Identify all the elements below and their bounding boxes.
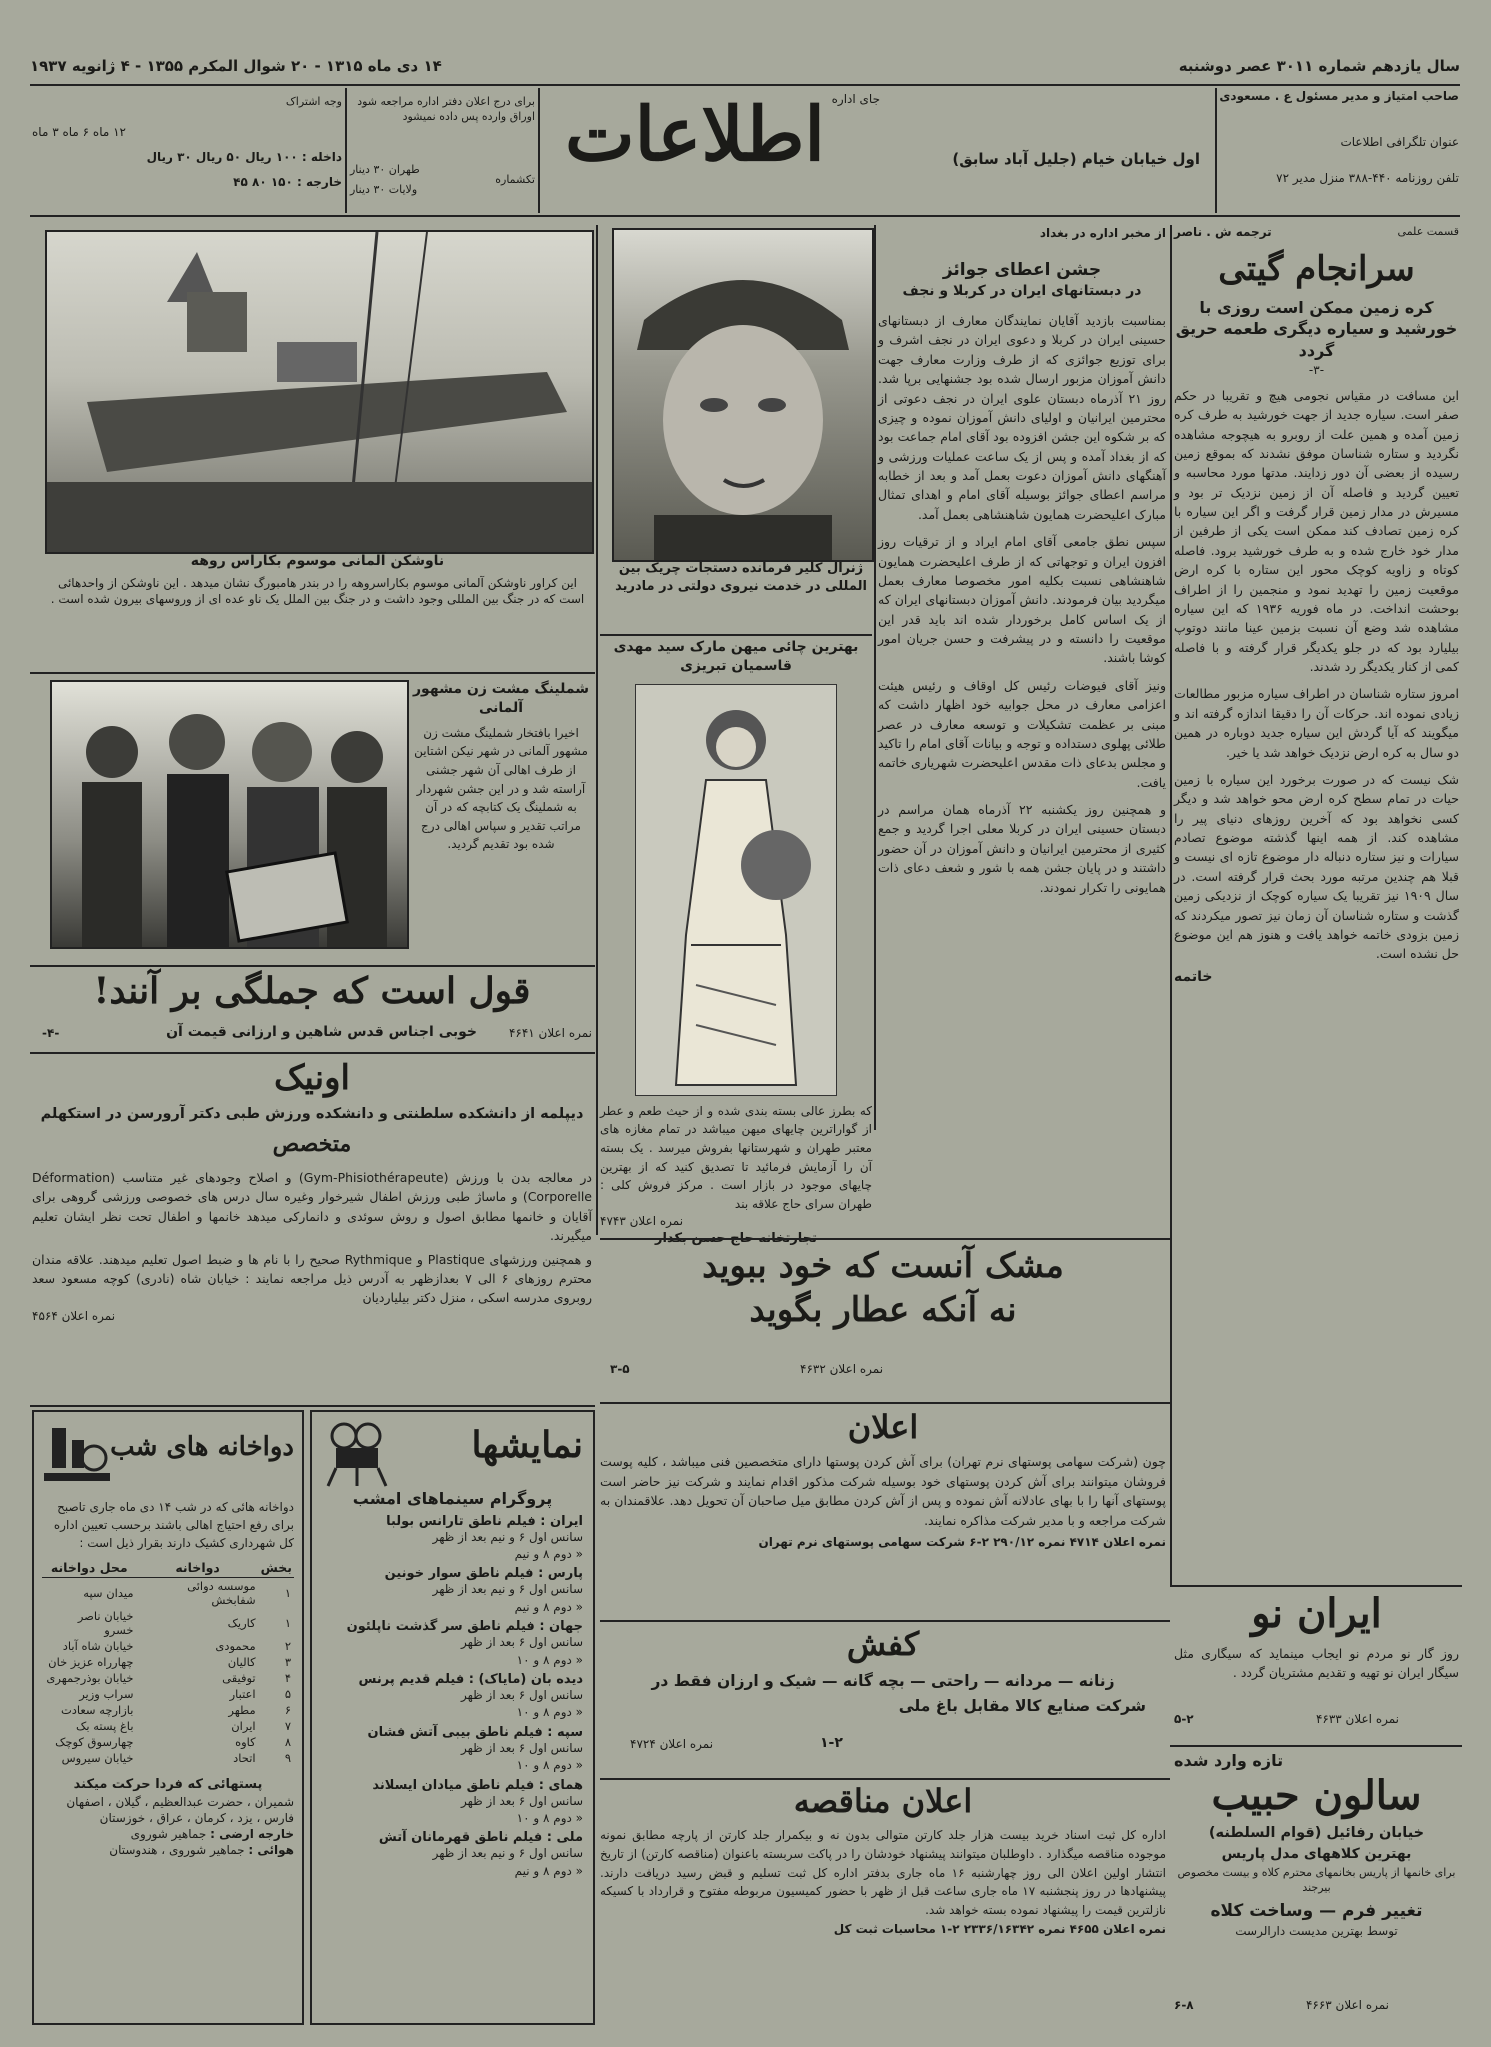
- table-cell: ۱: [284, 1616, 291, 1630]
- cinema-showtime: « دوم ۸ و ۱۰: [516, 1652, 583, 1667]
- schmeling-body: اخیرا بافتخار شملینگ مشت زن مشهور آلمانی در شهر نیکن اشتاین از طرف اهالی آن شهر جشنی آراسته شد و در این جشن شهردار به شملینگ یک کتابچه که در آن مراتب تقدیر و سپاس اهالی درج شده بود تقدیم گردید.: [414, 725, 588, 852]
- table-cell: باغ پسته بک: [76, 1719, 134, 1733]
- table-row: [42, 1608, 294, 1638]
- salon-line-3: تغییر فرم — وساخت کلاه: [1210, 1900, 1423, 1921]
- cinema-showtime: سانس اول ۶ بعد از ظهر: [461, 1635, 583, 1650]
- table-row: [42, 1702, 294, 1718]
- post-line-4: جماهیر شوروی ، هندوستان: [109, 1843, 245, 1858]
- cinema-showtime: « دوم ۸ و ۱۰: [516, 1810, 583, 1825]
- schmeling-photo: [50, 680, 409, 949]
- table-row: [42, 1638, 294, 1654]
- cinema-name: پارس : فیلم ناطق سوار خونین: [384, 1566, 583, 1582]
- table-cell: ۸: [284, 1735, 291, 1749]
- cinema-showtime: سانس اول ۶ و نیم بعد از ظهر: [432, 1582, 583, 1597]
- leather-footer: نمره اعلان ۴۷۱۴ نمره ۲۹۰/۱۲ ۲-۶ شرکت سهامی پوستهای نرم تهران: [758, 1534, 1166, 1549]
- pharmacy-column-header: بخش: [259, 1558, 294, 1578]
- table-row: [42, 1578, 294, 1609]
- onik-body: در معالجه بدن با ورزش (Gym-Phisiothérapeute) و اصلاح وجودهای غیر متناسب (Déformation Corporelle) و ماساژ طبی ورزش اطفال شیرخوار وغیره سال درس های خصوصی ورزشی گروهی برای آقایان و خانمها مطابق اصول و روش سوئدی و دانمارکی میدهد خانمها و اطفال تحت نظر ایشان تعلیم میگیرند.: [32, 1170, 593, 1244]
- table-cell: ۹: [284, 1751, 291, 1765]
- schmeling-text: [410, 680, 592, 950]
- baghdad-dateline: از مخبر اداره در بغداد: [1039, 226, 1166, 240]
- pharmacy-table-header: [42, 1558, 294, 1578]
- price-provinces: ولایات ۳۰ دینار: [350, 183, 418, 196]
- shoe-ad-no: نمره اعلان ۴۷۲۴: [630, 1737, 714, 1751]
- salon-ad-no: نمره اعلان ۴۶۶۳: [1305, 1998, 1389, 2012]
- baghdad-subtitle: در دبستانهای ایران در کربلا و نجف: [902, 283, 1142, 300]
- pharmacy-icon: [42, 1418, 112, 1502]
- musk-ad-no: نمره اعلان ۴۶۳۲: [800, 1362, 884, 1376]
- tender-ad: [600, 1782, 1166, 2022]
- ship-photo: [45, 230, 594, 554]
- post-section: [42, 1776, 294, 1858]
- tender-footer: نمره اعلان ۴۶۵۵ نمره ۲۳۳۶/۱۶۳۴۲ ۲-۱ محاسبات ثبت کل: [833, 1922, 1166, 1937]
- musk-line-1: مشک آنست که خود ببوید: [702, 1246, 1064, 1286]
- tea-ad: [600, 638, 872, 1238]
- subscription-label: وجه اشتراک: [285, 95, 342, 108]
- cinema-name: همای : فیلم ناطق میادان ایسلاند: [372, 1777, 583, 1793]
- tea-illustration: [635, 684, 837, 1096]
- office-address: اول خیابان خیام (جلیل آباد سابق): [952, 150, 1200, 168]
- baghdad-body-4: و همچنین روز یکشنبه ۲۲ آذرماه همان مراسم در دبستان حسینی ایران در کربلا معلی اجرا گردید و جمع کثیری از محترمین ایرانیان و دانش آموزان در آن حضور داشتند و در پایان جشن همه با شور و شعف دعای ذات همایونی را تکرار نمودند.: [878, 802, 1166, 895]
- subscription-block: [32, 95, 342, 210]
- cinema-entry: [322, 1778, 583, 1828]
- cinema-entry: [322, 1566, 583, 1616]
- cinema-name: دیده بان (مایاک) : فیلم قدیم پرنس: [358, 1671, 583, 1687]
- table-cell: مطهر: [228, 1703, 256, 1717]
- baghdad-title: جشن اعطای جوائز: [942, 260, 1102, 281]
- iran-no-title: ایران نو: [1251, 1590, 1382, 1637]
- table-cell: ۴: [284, 1671, 291, 1685]
- post-line-1: شمیران ، حضرت عبدالعظیم ، گیلان ، اصفهان: [66, 1794, 294, 1809]
- cinema-entry: [322, 1619, 583, 1669]
- table-cell: خیابان شاه آباد: [62, 1639, 134, 1653]
- science-body-3: شک نیست که در صورت برخورد این سیاره با زمین حیات در تمام سطح کره ارض محو خواهد شد و دیگر کسی نخواهد بود که آخرین روزهای دنیای پیر را مشاهده کند. از همه اینها گذشته موضوع تصادم سیارات و نیز ستاره دنباله دار موضوع تازه ای نیست و قبلا هم چندین مرتبه مورد بحث قرار گرفته است. در سال ۱۹۰۹ نیز تقریبا یک سیاره کوچک از نزدیکی زمین گذشت و ستاره شناسان آن زمان نیز تصور میکردند که زمین بزودی خاتمه خواهد یافت و هنوز هم این موضوع حل نشده است.: [1174, 771, 1459, 962]
- cinema-entry: [322, 1830, 583, 1880]
- pharmacy-logo-row: [42, 1418, 294, 1498]
- table-row: [42, 1654, 294, 1670]
- cinema-list: [322, 1514, 583, 1880]
- post-line-2: فارس ، یزد ، کرمان ، عراق ، خوزستان: [99, 1810, 294, 1825]
- woman-illustration-icon: [636, 685, 836, 1095]
- shoe-ad: [600, 1625, 1166, 1775]
- salon-kicker: تازه وارد شده: [1174, 1751, 1284, 1770]
- translator: ترجمه ش . ناصر: [1174, 225, 1272, 239]
- cinema-name: ایران : فیلم ناطق تارانس بولبا: [386, 1513, 583, 1529]
- iran-no-ad: [1174, 1590, 1459, 1740]
- onik-ad-no: نمره اعلان ۴۵۶۴: [32, 1308, 116, 1323]
- cinema-name: ملی : فیلم ناطق قهرمانان آتش: [378, 1830, 583, 1846]
- table-cell: کالیان: [227, 1655, 256, 1669]
- ship-caption-box: [45, 552, 590, 650]
- leather-title: اعلان: [847, 1408, 919, 1446]
- shoe-num: ۱-۲: [820, 1735, 843, 1751]
- top-strip: [30, 55, 1460, 81]
- baghdad-body: بمناسبت بازدید آقایان نمایندگان معارف از دبستانهای حسینی ایران در کربلا و دعوی ایران در نجف اشرف و برای توزیع جوائزی که از طرف وزارت معارف جهت دانش آموزان مزبور ارسال شده بود جشنهایی برپا شد. روز ۲۱ آذرماه دبستان علوی ایران در نجف دعوتی از محترمین ایرانیان و اولیای دانش آموزان نموده و چیزی که بر شکوه این جشن افزوده بود آقای امام جماعت بود که از بغداد آمده و پس از یک ساعت عملیات ورزشی و آهنگهای دانش آموزان دعوت بعمل آمد و بعد از خطابه مراسم اعطای جوائز بوسیله آقای امام و اهدای تمثال مبارک اعلیحضرت همایون شاهنشاهی بعمل آمد.: [878, 313, 1166, 522]
- year-issue: سال یازدهم شماره ۳۰۱۱ عصر دوشنبه: [1178, 57, 1460, 75]
- cinema-logo-row: [322, 1418, 583, 1488]
- baghdad-body-2: سپس نطق جامعی آقای امام ایراد و از ترقیات روز افزون ایران و توجهاتی که از طرف اعلیحضرت همایون شاهنشاهی نسبت بکلیه امور مخصوصا معارف بعمل میگردید بیان فرمودند. دانش آموزان دبستانهای ایران که از یک اساس کامل برخوردار شده اند باید قدر این موقعیت را دانسته و در پیشرفت و حسن جریان امور کوشا باشند.: [878, 534, 1166, 666]
- pharmacy-logo: دواخانه های شب: [110, 1432, 294, 1462]
- baghdad-article: [878, 225, 1166, 1140]
- table-row: [42, 1734, 294, 1750]
- table-cell: محمودی: [215, 1639, 256, 1653]
- musk-ad: [600, 1244, 1166, 1394]
- table-cell: میدان سپه: [83, 1586, 134, 1600]
- salon-line-4: توسط بهترین مدیست دارالرست: [1235, 1923, 1398, 1938]
- general-caption-box: [612, 560, 870, 632]
- table-cell: ۲: [284, 1639, 291, 1653]
- tender-title: اعلان مناقصه: [793, 1782, 973, 1820]
- cinema-showtime: « دوم ۸ و نیم: [514, 1599, 583, 1614]
- science-subtitle: کره زمین ممکن است روزی با خورشید و سیاره دیگری طعمه حریق گردد: [1175, 297, 1458, 361]
- post-line-3: جماهیر شوروی: [130, 1826, 207, 1841]
- subs-domestic: داخله : ۱۰۰ ریال ۵۰ ریال ۳۰ ریال: [146, 150, 342, 164]
- table-cell: خیابان بوذرجمهری: [46, 1671, 134, 1685]
- cinema-box: [310, 1410, 595, 2025]
- iran-no-ad-no: نمره اعلان ۴۶۳۳: [1315, 1712, 1399, 1726]
- salon-ad: [1174, 1750, 1459, 2020]
- musk-num: ۳-۵: [610, 1362, 630, 1376]
- cinema-showtime: سانس اول ۶ و نیم بعد از ظهر: [432, 1529, 583, 1544]
- cinema-showtime: « دوم ۸ و نیم: [514, 1546, 583, 1561]
- table-cell: ۵: [284, 1687, 291, 1701]
- section-label: قسمت علمی: [1397, 225, 1459, 238]
- tender-body: اداره کل ثبت اسناد خرید بیست هزار جلد کارتن متوالی بدون نه و بیکمرار جلد کارتن از پارچه مطابق نمونه موجوده مناقصه میگذارد . داوطلبان میتوانند پیشنهاد خودشان را در پاکت سربسته باعنوان (مناقصه کارتن) از تاریخ انتشار اولین اعلان الی روز چهارشنبه ۱۶ ماه جاری بدفتر اداره کل ثبت تسلیم و قبض رسید دریافت دارند. پیشنهادها در روز پنجشنبه ۱۷ ماه جاری ساعت قبل از ظهر با حضور کمیسیون مربوطه مفتوح و قرارداد با کسیکه نازلترین قیمت را پیشنهاد نموده بسته خواهد شد.: [600, 1828, 1167, 1917]
- cinema-showtime: سانس اول ۶ بعد از ظهر: [461, 1687, 583, 1702]
- onik-title: اونیک: [273, 1058, 351, 1098]
- coat-ad: [32, 970, 592, 1050]
- tea-ad-no: نمره اعلان ۴۷۴۳: [600, 1214, 684, 1229]
- title-block: [540, 88, 1210, 213]
- cinema-showtime: سانس اول ۶ بعد از ظهر: [461, 1793, 583, 1808]
- iran-no-num: ۵-۲: [1174, 1712, 1194, 1726]
- ship-caption-title: ناوشکن آلمانی موسوم بکاراس روهه: [190, 553, 445, 569]
- table-cell: ۷: [284, 1719, 291, 1733]
- general-caption: ژنرال کلیر فرمانده دستجات چریک بین المللی در خدمت نیروی دولتی در مادرید: [615, 561, 867, 594]
- salon-address: خیابان رفائیل (قوام السلطنه): [1208, 1824, 1425, 1841]
- date-line: ۱۴ دی ماه ۱۳۱۵ - ۲۰ شوال المکرم ۱۳۵۵ - ۴ ژانویه ۱۹۳۷: [30, 57, 442, 75]
- science-title: سرانجام گیتی: [1218, 249, 1415, 289]
- table-row: [42, 1750, 294, 1766]
- onik-specialist: متخصص: [272, 1131, 352, 1158]
- phones: تلفن روزنامه ۴۴۰-۳۸۸ منزل مدیر ۷۲: [1276, 171, 1459, 186]
- cinema-name: سپه : فیلم ناطق بیبی آتش فشان: [367, 1724, 583, 1740]
- science-end: خاتمه: [1174, 968, 1213, 985]
- table-row: [42, 1718, 294, 1734]
- salon-title: سالون حبیب: [1211, 1771, 1422, 1819]
- cinema-logo: نمایشها: [471, 1424, 583, 1466]
- table-row: [42, 1670, 294, 1686]
- coat-headline: قول است که جملگی بر آنند!: [93, 970, 531, 1012]
- leather-ad: [600, 1408, 1166, 1618]
- salon-num: ۶-۸: [1174, 1998, 1194, 2012]
- onik-body-2: و همچنین ورزشهای Plastique و Rythmique صحیح را با نام ها و ضبط اصول تعلیم میدهند. علاقه مندان محترم روزهای ۶ الی ۷ بعدازظهر به آدرس ذیل مراجعه نمایند : خیابان شاه (نادری) کوچه مسعود سعد روبروی مدرسه اسکی ، منزل دکتر بیلیاردیان: [32, 1251, 592, 1306]
- telegraph: عنوان تلگرافی اطلاعات: [1340, 135, 1459, 150]
- post-title: پستهائی که فردا حرکت میکند: [73, 1777, 263, 1792]
- science-article: [1174, 225, 1459, 1580]
- iran-no-body: روز گار نو مردم نو ایجاب مینماید که سیگاری مثل سیگار ایران نو تهیه و تقدیم مشتریان گردد .: [1174, 1646, 1459, 1681]
- cinema-showtime: سانس اول ۶ و نیم بعد از ظهر: [432, 1846, 583, 1861]
- cinema-name: جهان : فیلم ناطق سر گذشت ناپلئون: [346, 1619, 583, 1635]
- ad-notice-block: [350, 95, 535, 210]
- price-tehran: طهران ۳۰ دینار: [350, 163, 420, 176]
- pharmacy-column-header: محل دواخانه: [42, 1558, 137, 1578]
- tea-header: بهترین چائی میهن مارک سید مهدی قاسمیان تبریزی: [613, 639, 859, 674]
- cinema-entry: [322, 1725, 583, 1775]
- table-cell: ۱: [284, 1586, 291, 1600]
- post-line-4-label: هوائی :: [248, 1843, 294, 1858]
- table-cell: ۶: [284, 1703, 291, 1717]
- table-cell: توفیقی: [222, 1671, 256, 1685]
- pharmacy-box: [32, 1410, 304, 2025]
- cinema-title: پروگرام سینماهای امشب: [352, 1489, 553, 1508]
- table-cell: چهارراه عزیز خان: [48, 1655, 134, 1669]
- owner: صاحب امتیاز و مدیر مسئول ع . مسعودی: [1219, 89, 1459, 103]
- shoe-line-1: زنانه — مردانه — راحتی — بچه گانه — شیک و ارزان فقط در: [651, 1672, 1115, 1691]
- schmeling-title: شملینگ مشت زن مشهور آلمانی: [413, 681, 589, 716]
- pharmacy-intro: دواخانه هائی که در شب ۱۴ دی ماه جاری تاصبح برای رفع احتیاج اهالی باشند برحسب تعیین اداره کل شهرداری کشیک دارند بقرار ذیل است :: [53, 1500, 294, 1550]
- table-cell: ۳: [284, 1655, 291, 1669]
- salon-line-1: بهترین کلاههای مدل پاریس: [1221, 1846, 1412, 1863]
- onik-subtitle: دیپلمه از دانشکده سلطنتی و دانشکده ورزش طبی دکتر آرورسن در استکهلم: [40, 1105, 584, 1122]
- ad-notice: برای درج اعلان دفتر اداره مراجعه شود اوراق وارده پس داده نمیشود: [357, 95, 535, 123]
- table-row: [42, 1686, 294, 1702]
- single-copy-label: تکشماره: [495, 173, 535, 186]
- table-cell: کاریک: [227, 1616, 256, 1630]
- table-cell: بازارچه سعادت: [60, 1703, 134, 1717]
- newspaper-title: اطلاعات: [565, 92, 825, 178]
- table-cell: چهارسوق کوچک: [55, 1735, 134, 1749]
- coat-num: -۴-: [42, 1026, 60, 1040]
- table-cell: ایران: [231, 1719, 256, 1733]
- musk-line-2: نه آنکه عطار بگوید: [749, 1290, 1017, 1331]
- science-part: -۳-: [1308, 362, 1325, 377]
- projector-icon: [322, 1418, 392, 1492]
- salon-line-2: برای خانمها از پاریس بخانمهای محترم کلاه و بیست مخصوص بیرجند: [1177, 1866, 1456, 1894]
- table-cell: اعتبار: [229, 1687, 256, 1701]
- cinema-showtime: « دوم ۸ و ۱۰: [516, 1705, 583, 1720]
- cinema-entry: [322, 1514, 583, 1564]
- office-label: جای اداره: [831, 92, 880, 106]
- pharmacy-column-header: دواخانه: [137, 1558, 259, 1578]
- pharmacy-table: [42, 1558, 294, 1766]
- science-body-2: امروز ستاره شناسان در اطراف سیاره مزبور مطالعات زیادی نموده اند. حرکات آن را دقیقا اندازه گرفته اند و میگویند که آیا گردش این سیاره جدید دوباره در همین دو سال به کره ارض نزدیک خواهد شد یا خیر.: [1174, 686, 1459, 760]
- table-cell: سراب وزیر: [79, 1687, 134, 1701]
- subs-header: ۱۲ ماه ۶ ماه ۳ ماه: [32, 125, 126, 139]
- table-cell: موسسه دوائی شفابخش: [187, 1579, 256, 1607]
- table-cell: خیابان سیروس: [61, 1751, 134, 1765]
- masthead-info: [1219, 88, 1459, 213]
- table-cell: خیابان ناصر خسرو: [77, 1609, 134, 1637]
- shoe-line-2: شرکت صنایع کالا مقابل باغ ملی: [898, 1697, 1146, 1716]
- group-portrait-icon: [52, 682, 407, 947]
- onik-ad: [32, 1058, 592, 1403]
- table-cell: کاوه: [235, 1735, 256, 1749]
- shoe-title: کفش: [846, 1625, 920, 1663]
- tea-body: که بطرز عالی بسته بندی شده و از حیث طعم و عطر از گواراترین چایهای میهن میباشد در تمام مغازه های معتبر طهران و شهرستانها بفروش میرسد . یک بسته آن را آزمایش فرمائید تا تصدیق کنید که از بهترین چایهای موجود در بازار است . مرکز فروش کلی : طهران سرای حاج علاقه بند: [600, 1103, 872, 1211]
- table-cell: اتحاد: [233, 1751, 256, 1765]
- warship-icon: [47, 232, 592, 552]
- baghdad-body-3: ونیز آقای فیوضات رئیس کل اوقاف و رئیس هیئت اعزامی معارف در محل جوابیه خود اظهار داشت که مبنی بر عظمت تشکیلات و توسعه معارف در عصر طلائی پهلوی دستداده و توجه و بیانات آقای امام را تاکید و مجلس بدعای ذات مقدس اعلیحضرت شهریاری خاتمه یافت.: [878, 677, 1166, 790]
- subs-foreign: خارجه : ۱۵۰ ۸۰ ۴۵: [233, 175, 342, 189]
- general-photo: [612, 228, 874, 562]
- coat-ad-no: نمره اعلان ۴۶۴۱: [508, 1026, 592, 1040]
- cinema-showtime: سانس اول ۶ بعد از ظهر: [461, 1740, 583, 1755]
- ship-caption-body: این کراور ناوشکن آلمانی موسوم بکاراسروهه را در بندر هامبورگ نشان میدهد . این ناوشکن از واحدهائی است که در جنگ بین المللی وجود داشت و در جنگ بین الملل یک ناو عده ای از وروسهای بیرون شده است .: [50, 575, 585, 607]
- post-line-3-label: خارجه ارضی :: [210, 1826, 294, 1841]
- general-portrait-icon: [614, 230, 872, 560]
- cinema-showtime: « دوم ۸ و نیم: [514, 1863, 583, 1878]
- cinema-entry: [322, 1672, 583, 1722]
- coat-tagline: خوبی اجناس قدس شاهین و ارزانی قیمت آن: [166, 1024, 477, 1040]
- leather-body: چون (شرکت سهامی پوستهای نرم تهران) برای آش کردن پوستها دارای متخصصین فنی میباشد ، کلیه پوست فروشان میتوانند برای آش کردن پوستهای خود بوسیله شرکت مذکور اقدام نمایند و شرکت نیز حاضر است پوستهای آنها را با بهای عادلانه آش نموده و پس از آش کردن مطابق میل صاحبان آن تحویل دهد. علاقمندان به شرکت مراجعه و با مدیر شرکت مذاکره نمایند.: [600, 1454, 1166, 1528]
- cinema-showtime: « دوم ۸ و ۱۰: [516, 1758, 583, 1773]
- science-body: این مسافت در مقیاس نجومی هیچ و تقریبا در حکم صفر است. سیاره جدید از جهت خورشید به طرف کره زمین آمده و همین علت از روبرو به هیچوجه مشاهده نگردید و ستاره شناسان موفق نشدند که بموقع زمین رسیده از بعضی آن دور زدایند. مدتها مورد محاسبه و تعیین گردید و فاصله آن از زمین نزدیک تر بود و مسیرش در مدار زمین قرار گرفت و اگر این سیاره با کره زمین تصادف کند ممکن است یکی از طرفین از مدار خود خارج شده و به طرف خورشید برود. فاصله کوتاه و زاویه کوچک محور این ستاره با کره ارض موقعیت زمین را تهدید نمود و منجمین را از اطراف بوحشت انداخت. در ماه فوریه ۱۹۳۶ که این سیاره مشاهده شد وضع آن نسبت بزمین عینا مانند دوتوپ بیلیارد بود که در جلو یکدیگر قرار گرفته و با فاصله کمی از کنار یکدیگر رد شدند.: [1174, 387, 1459, 675]
